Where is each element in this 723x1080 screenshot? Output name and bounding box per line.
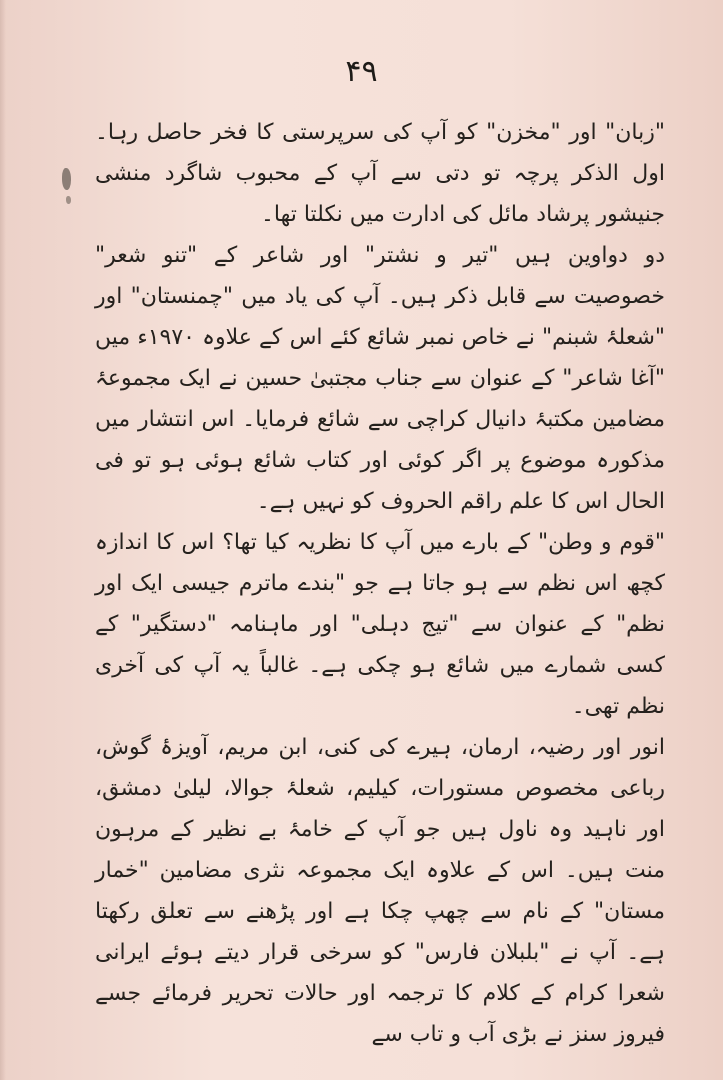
paragraph-3: "قوم و وطن" کے بارے میں آپ کا نظریہ کیا تھا؟ اس کا اندازہ کچھ اس نظم سے ہو جاتا ہے جو "بندے ماترم جیسی ایک اور نظم" کے عنوان سے "تیج دہلی" اور ماہنامہ "دستگیر" کے کسی شمارے میں شائع ہو چکی ہے۔ غالباً یہ آپ کی آخری نظم تھی۔ xyxy=(95,530,665,719)
ink-dot-mark xyxy=(66,196,71,204)
page-number: ۴۹ xyxy=(345,54,378,89)
ink-blot-mark xyxy=(62,168,71,190)
paragraph-4: انور اور رضیہ، ارمان، ہیرے کی کنی، ابن مریم، آویزۂ گوش، رباعی مخصوص مستورات، کیلیم، شعلۂ جوالا، لیلیٰ دمشق، اور ناہید وہ ناول ہیں جو آپ کے خامۂ بے نظیر کے مرہون منت ہیں۔ اس کے علاوہ ایک مجموعہ نثری مضامین "خمار مستان" کے نام سے چھپ چکا ہے اور پڑھنے سے تعلق رکھتا ہے۔ آپ نے "بلبلان فارس" کو سرخی قرار دیتے ہوئے ایرانی شعرا کرام کے کلام کا ترجمہ اور حالات تحریر فرمائے جسے فیروز سنز نے بڑی آب و تاب سے xyxy=(95,735,665,1047)
paragraph-2: دو دواوین ہیں "تیر و نشتر" اور شاعر کے "تنو شعر" خصوصیت سے قابل ذکر ہیں۔ آپ کی یاد میں "چمنستان" اور "شعلۂ شبنم" نے خاص نمبر شائع کئے اس کے علاوہ ۱۹۷۰ء میں "آغا شاعر" کے عنوان سے جناب مجتبیٰ حسین نے ایک مجموعۂ مضامین مکتبۂ دانیال کراچی سے شائع فرمایا۔ اس انتشار میں مذکورہ موضوع پر اگر کوئی اور کتاب شائع ہوئی ہو تو فی الحال اس کا علم راقم الحروف کو نہیں ہے۔ xyxy=(95,243,665,514)
urdu-text-body xyxy=(95,112,665,1052)
paragraph-1: "زبان" اور "مخزن" کو آپ کی سرپرستی کا فخر حاصل رہا۔ اول الذکر پرچہ تو دتی سے آپ کے محبوب شاگرد منشی جنیشور پرشاد مائل کی ادارت میں نکلتا تھا۔ xyxy=(95,120,665,227)
scan-edge-shadow xyxy=(0,0,6,1080)
